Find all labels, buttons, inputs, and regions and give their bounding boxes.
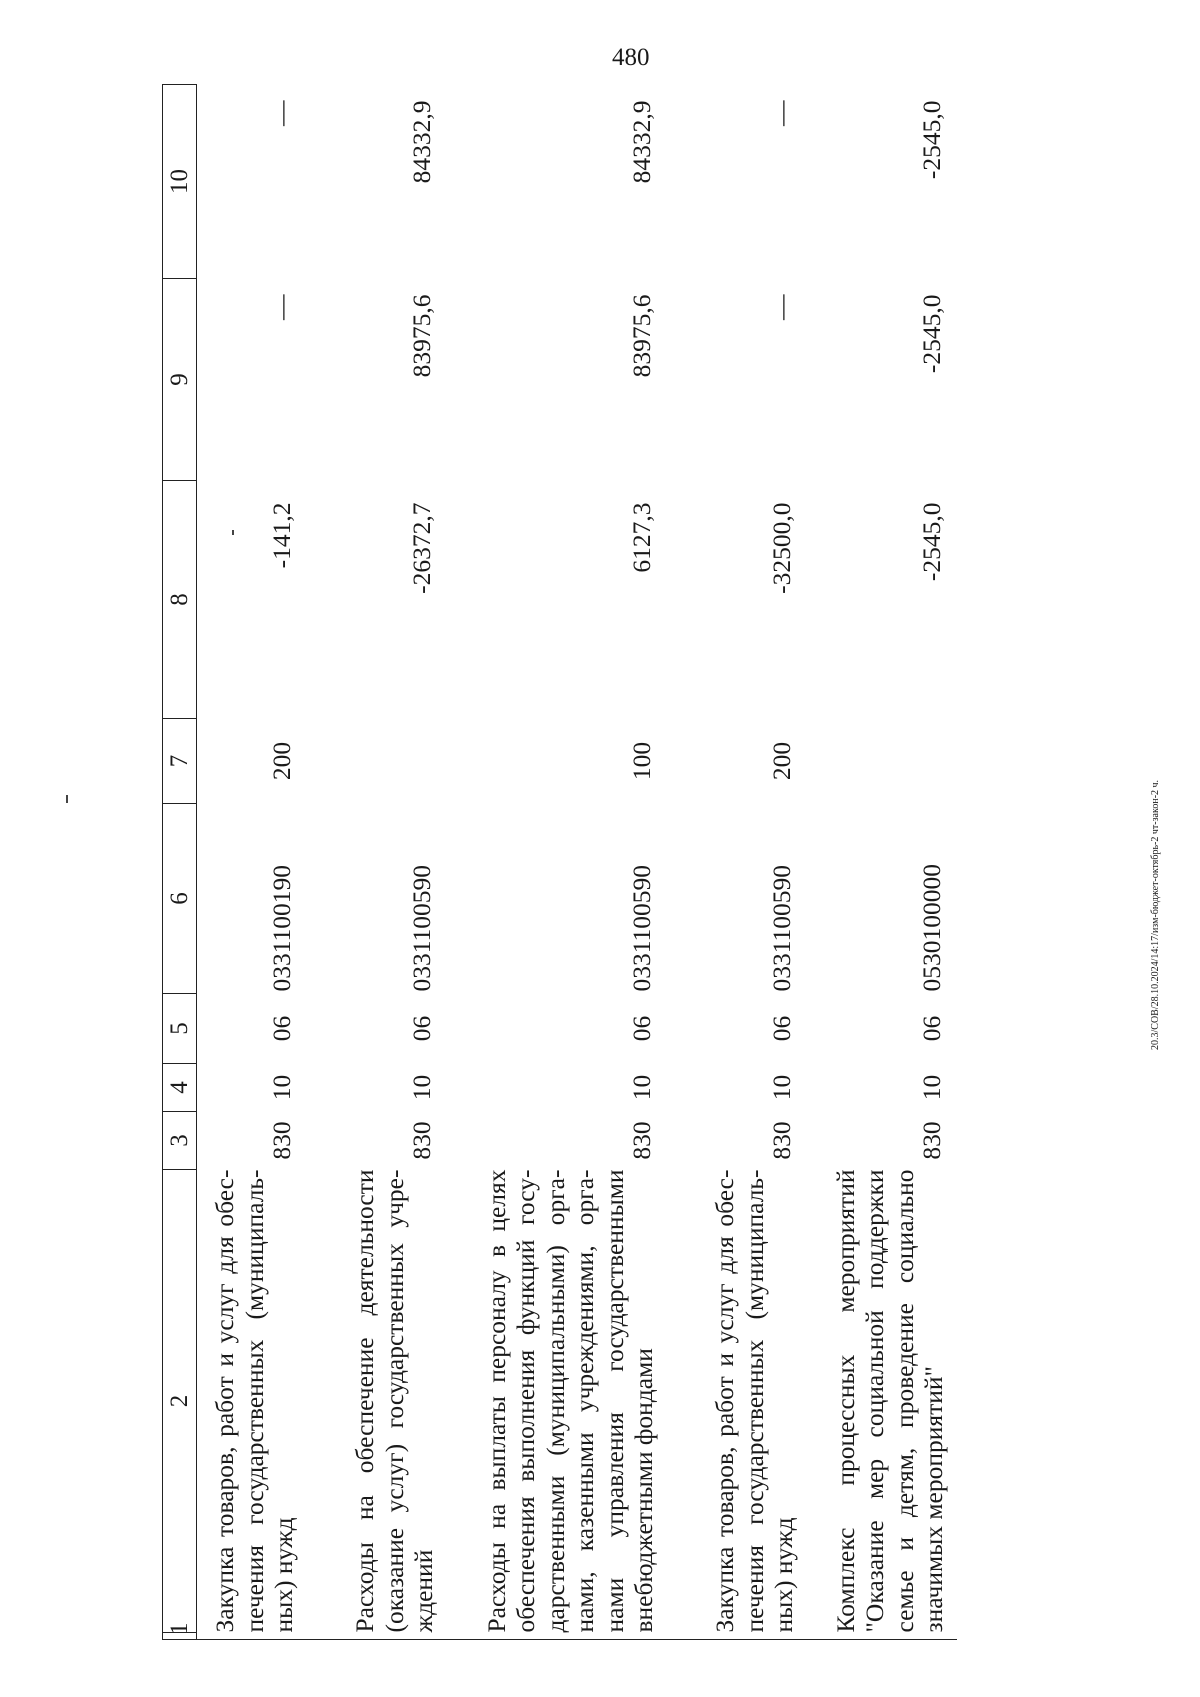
footer-code: 20.3/СОВ/28.10.2024/14:17/изм-бюджет-октябрь-2 чт-закон-2 ч.: [1150, 779, 1161, 1050]
cell-col3: 830: [266, 1121, 296, 1160]
header-cell: 2: [163, 1170, 197, 1633]
cell-col6: 0331100590: [406, 864, 436, 992]
scan-mark: [66, 795, 68, 803]
cell-col4: 10: [916, 1074, 946, 1101]
header-cell: 8: [163, 481, 197, 719]
header-cell: 5: [163, 994, 197, 1064]
cell-col9: —: [266, 294, 296, 320]
cell-col4: 10: [266, 1074, 296, 1101]
header-cell: 9: [163, 279, 197, 481]
description-cell: Расходы на выплаты персоналу в целях обеспечения выполнения функций госу-дарственными (муниципальными) орга-нами, казенными учреждениями, орга-нами управления государственными внебюджетными фондами: [481, 1169, 658, 1633]
cell-col5: 06: [266, 1015, 296, 1042]
cell-col3: 830: [406, 1121, 436, 1160]
row-number-cell: [447, 1633, 667, 1640]
cell-col10: 84332,9: [406, 100, 436, 184]
row-number-cell: [307, 1633, 447, 1640]
cell-col3: 830: [766, 1121, 796, 1160]
cell-col10: -2545,0: [916, 100, 946, 180]
header-cell: 1: [163, 1633, 197, 1640]
cell-col4: 10: [406, 1074, 436, 1101]
cell-col7: [807, 719, 957, 804]
cell-col8: -26372,7: [406, 502, 436, 594]
cell-col10: —: [266, 100, 296, 126]
cell-col3: 830: [916, 1121, 946, 1160]
cell-col8: -2545,0: [916, 502, 946, 582]
cell-col10: 84332,9: [626, 100, 656, 184]
header-cell: 6: [163, 804, 197, 994]
table-row: [447, 85, 667, 1640]
cell-col7: 100: [626, 741, 656, 781]
cell-col5: 06: [916, 1015, 946, 1042]
page-number: 480: [612, 44, 650, 71]
cell-col4: 10: [626, 1074, 656, 1101]
row-number-cell: [807, 1633, 957, 1640]
cell-col8: 6127,3: [626, 502, 656, 573]
cell-col8: -32500,0: [766, 502, 796, 594]
cell-col6: 0331100190: [266, 864, 296, 992]
table-header-row: [163, 85, 197, 1640]
table-row: [197, 85, 307, 1640]
table-row: [667, 85, 807, 1640]
cell-col9: -2545,0: [916, 294, 946, 374]
description-cell: Комплекс процессных мероприятий "Оказание мер социальной поддержки семье и детям, проведение социально значимых мероприятий": [830, 1169, 948, 1633]
cell-col8: -141,2: [266, 502, 296, 569]
cell-col4: 10: [766, 1074, 796, 1101]
table-row: [307, 85, 447, 1640]
header-cell: 10: [163, 85, 197, 279]
cell-col7: [307, 719, 447, 804]
cell-col9: 83975,6: [626, 294, 656, 378]
header-cell: 3: [163, 1112, 197, 1170]
row-number-cell: [197, 1633, 307, 1640]
cell-col7: 200: [766, 741, 796, 781]
description-cell: Расходы на обеспечение деятельности (оказание услуг) государственных учре-ждений: [350, 1169, 438, 1633]
cell-col5: 06: [766, 1015, 796, 1042]
cell-col9: 83975,6: [406, 294, 436, 378]
cell-col5: 06: [406, 1015, 436, 1042]
cell-col6: 0530100000: [916, 864, 946, 992]
cell-col9: —: [766, 294, 796, 320]
budget-table: [162, 84, 957, 1640]
cell-col7: 200: [266, 741, 296, 781]
table-row: [807, 85, 957, 1640]
rotated-table-container: [162, 85, 1022, 1640]
header-cell: 4: [163, 1064, 197, 1112]
cell-col3: 830: [626, 1121, 656, 1160]
description-cell: Закупка товаров, работ и услуг для обес-печения государственных (муниципаль-ных) нужд: [710, 1169, 798, 1633]
description-cell: Закупка товаров, работ и услуг для обес-печения государственных (муниципаль-ных) нужд: [210, 1169, 298, 1633]
cell-col6: 0331100590: [626, 864, 656, 992]
cell-col5: 06: [626, 1015, 656, 1042]
cell-col10: —: [766, 100, 796, 126]
row-number-cell: [667, 1633, 807, 1640]
cell-col6: 0331100590: [766, 864, 796, 992]
header-cell: 7: [163, 719, 197, 804]
